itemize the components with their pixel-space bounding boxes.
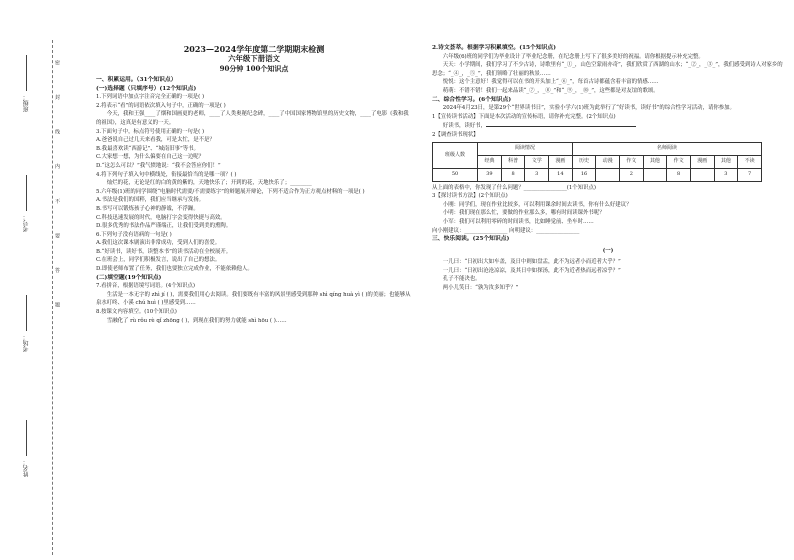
class-field[interactable]: 班级： — [22, 55, 31, 112]
table-cell: 50 — [433, 168, 478, 181]
table-cell: 3 — [525, 168, 549, 181]
table-cell: 39 — [478, 168, 502, 181]
question-4: 4.将下列句子填入句中横线处，衔接最恰当的是哪一项？( ) — [96, 171, 237, 178]
right-column — [432, 44, 784, 293]
reading-line: 孔子不能决也。 — [442, 276, 481, 283]
option-c: C.在班会上，同学们积极发言，说出了自己的想法。 — [96, 257, 221, 264]
task-heading: 2【调查读书现状】 — [432, 131, 479, 138]
binding-dashed-line — [52, 40, 53, 555]
question-7: 7.看拼音，根据语境写词语。(4个知识点) — [96, 283, 196, 290]
exam-room-field[interactable]: 考场： — [22, 295, 31, 352]
table-col-label: 其他 — [714, 155, 738, 168]
subsection-heading: (一)选择题（只填序号）(12个知识点) — [96, 85, 197, 92]
exam-number-field[interactable]: 考号： — [22, 175, 31, 232]
table-col-label: 文学 — [525, 155, 549, 168]
section-heading: 三、快乐阅读。(25个知识点) — [432, 236, 510, 243]
section-intro: 六年级(6)班的同学们为毕业设计了毕业纪念册，在纪念册上写下了很多美好的祝福。请你根据提示补充完整。 — [442, 53, 704, 60]
dialogue-line: 小明：我们现在那么忙，要做的作业那么多，哪有时间读课外书呢？ — [442, 210, 605, 217]
section-heading: 一、积累运用。（31个知识点） — [96, 77, 177, 83]
table-col-label: 不读 — [738, 155, 762, 168]
task-question: 从上面的表格中，你发现了什么问题？________________(1个知识点) — [432, 184, 596, 191]
reading-line: 两小儿笑曰：“孰为汝多知乎？” — [442, 285, 519, 292]
option-d: D.“这怎么可以？”我气愤地说：“我不会答应你们！” — [96, 162, 221, 169]
question-4-text: 灿烂的花，无论是红的白的黄的紫的，天地快乐了；开到的花，天地快乐了；________ — [106, 180, 312, 187]
option-a: A.爸爸说自己过几天来看我，可是太忙，是不是？ — [96, 137, 215, 144]
table-col-label: 作文 — [667, 155, 691, 168]
question-7-text: 生活是一本无字的 zhì jí ( )，需要我们用心去阅读。我们要既有丰富的风景里感受到那种 shì qíng huà yì ( )的美丽；也能够从泉水叮咚、小溪 chú huì ( )里感受到…… — [96, 291, 411, 307]
dialogue-paragraph: 悦悦：这个主意好！我觉得可以在书的开头加上“_⑥_”，每首古诗都蕴含着丰富的情感…… — [442, 79, 659, 86]
table-col-label: 科普 — [501, 155, 525, 168]
question-3: 3.下面句子中，标点符号使用正确的一句是( ) — [96, 128, 205, 135]
table-col-label: 其他 — [643, 155, 667, 168]
table-cell: 2 — [619, 168, 643, 181]
question-5: 5.六年级(1)班的同学围绕“电脑时代需要/不需要练字”的辩题展开辩论，下列不适合作为正方观点材料的一项是( ) — [96, 188, 365, 195]
section-heading: 2.诗文荟萃。根据学习积累填空。(15个知识点) — [432, 45, 556, 51]
table-col-label: 动漫 — [596, 155, 620, 168]
option-d: D.很多优秀的书法作品严谨端正，让我们受到美的熏陶。 — [96, 223, 232, 230]
question-2-text: 今天，我和王强____了烟和国画更的老师，____了人类奥秘纪念碑，____了中国国家博物馆里的历史文物，____了电影《我和我的祖国》，这真是有意义的一天。 — [96, 111, 409, 126]
section-heading: 二、综合性学习。(6个知识点) — [432, 96, 512, 103]
table-header-cell: 班级人数 — [433, 142, 478, 168]
table-col-label: 漫画 — [549, 155, 573, 168]
reading-part-label: (一) — [602, 247, 614, 254]
subsection-heading: (二)填空题(19个知识点) — [96, 274, 162, 281]
reading-line: 一儿曰：“日初出沧沧凉凉，及其日中如探汤，此不为近者热而远者凉乎？” — [442, 267, 621, 274]
table-header-cell: 阅读情况 — [478, 142, 573, 155]
table-col-label: 历史 — [572, 155, 596, 168]
table-col-label: 漫画 — [690, 155, 714, 168]
reading-line: 一儿曰：“日初出大如车盖，及日中则如盘盂，此不为远者小而近者大乎？” — [442, 259, 621, 266]
dialogue-paragraph: 天天：小学期间，我们学习了不少古诗，诗歌里有“_①_，山色空蒙雨亦奇”，我们欣赏了西湖的山水；“_②_，_③_”，我们感受到诗人对家乡的思念；“_④_，_⑤_”，我们领略了壮丽的秋景…… — [432, 62, 783, 77]
table-cell — [643, 168, 667, 181]
option-b: B.“好读书，读好书，读整本书”的读书活动在全校展开。 — [96, 248, 232, 255]
exam-subtitle: 六年级下册语文 — [228, 54, 280, 63]
question-8-text: 雪融化了 rù rǒu rè qǐ zhōng ( )，到现在我们的努力就能 shì hōu ( )…… — [106, 317, 287, 324]
task-fill[interactable]: 好读书，读好书， — [432, 121, 784, 131]
table-cell: 8 — [667, 168, 691, 181]
table-cell: 8 — [501, 168, 525, 181]
option-c: C.大家想一想，为什么偏要在自己这一边呢？ — [96, 154, 205, 161]
option-d: D.即使老师布置了任务，我们也要独立完成作业，不能依赖他人。 — [96, 266, 253, 273]
dialogue-paragraph: 萌萌：不错不错！我们一起来品读“_⑦_，_⑧_”和“_⑨_，_⑩_”，这些都是对友谊的歌颂。 — [442, 87, 659, 94]
binding-margin — [8, 40, 68, 555]
table-cell — [596, 168, 620, 181]
dialogue-line: 小刚：同学们，现在作业比较多，可以利用课余时间去读书，你有什么好建议？ — [442, 201, 632, 208]
question-8: 8.按课文内容填空。(10个知识点) — [96, 309, 177, 316]
table-cell: 14 — [549, 168, 573, 181]
table-header-cell: 名师阅读 — [572, 142, 761, 155]
binding-notice: 密 封 线 内 不 要 答 题 — [54, 60, 60, 322]
question-6: 6.下列句子没有语病的一句是( ) — [96, 231, 172, 238]
option-a: A.我们这次课本剧演出非常成功，受到人们的喜爱。 — [96, 240, 221, 247]
table-col-label: 经典 — [478, 155, 502, 168]
task-heading: 1【宣传读书活动】下面是本次活动的宣传标语，请你补充完整。(2个知识点) — [432, 113, 616, 120]
name-field[interactable]: 姓名： — [22, 420, 31, 477]
option-b: B.书写可以锻炼孩子心神的静谧，不浮躁。 — [96, 205, 199, 212]
question-1: 1.下列词语中加点字注音完全正确的一项是( ) — [96, 94, 205, 101]
dialogue-line: 小军：我们可以利用零碎的时间读书，比如睡觉前、坐车时…… — [442, 218, 594, 225]
option-b: B.我最喜欢读“西游记”、“城南旧事”等书。 — [96, 145, 199, 152]
exam-meta: 90分钟 100个知识点 — [219, 64, 289, 73]
exam-title: 2023—2024学年度第二学期期末检测 — [183, 44, 325, 54]
question-2: 2.将表示“看”的词语依次填入句子中，正确的一项是( ) — [96, 102, 226, 109]
table-col-label: 作文 — [619, 155, 643, 168]
table-cell: 7 — [738, 168, 762, 181]
option-a: A.书法是我们的国粹，我们应当继承与发扬。 — [96, 197, 205, 204]
table-cell: 3 — [714, 168, 738, 181]
table-cell — [690, 168, 714, 181]
survey-table — [432, 142, 762, 182]
section-intro: 2024年4月23日，是第29个“世界读书日”，实验小学六(1)班为此举行了“好读书，读好书”的综合性学习活动，请你参加。 — [442, 105, 735, 112]
task-heading: 3【探讨读书方法】(2个知识点) — [432, 193, 508, 200]
option-c: C.科技迅速发展的时代，电脑打字会变得快捷与高效。 — [96, 214, 226, 221]
table-cell: 16 — [572, 168, 596, 181]
left-column — [96, 44, 412, 325]
task-fill[interactable]: 向小刚建议：________________ 向明建议：________________ — [432, 227, 580, 234]
